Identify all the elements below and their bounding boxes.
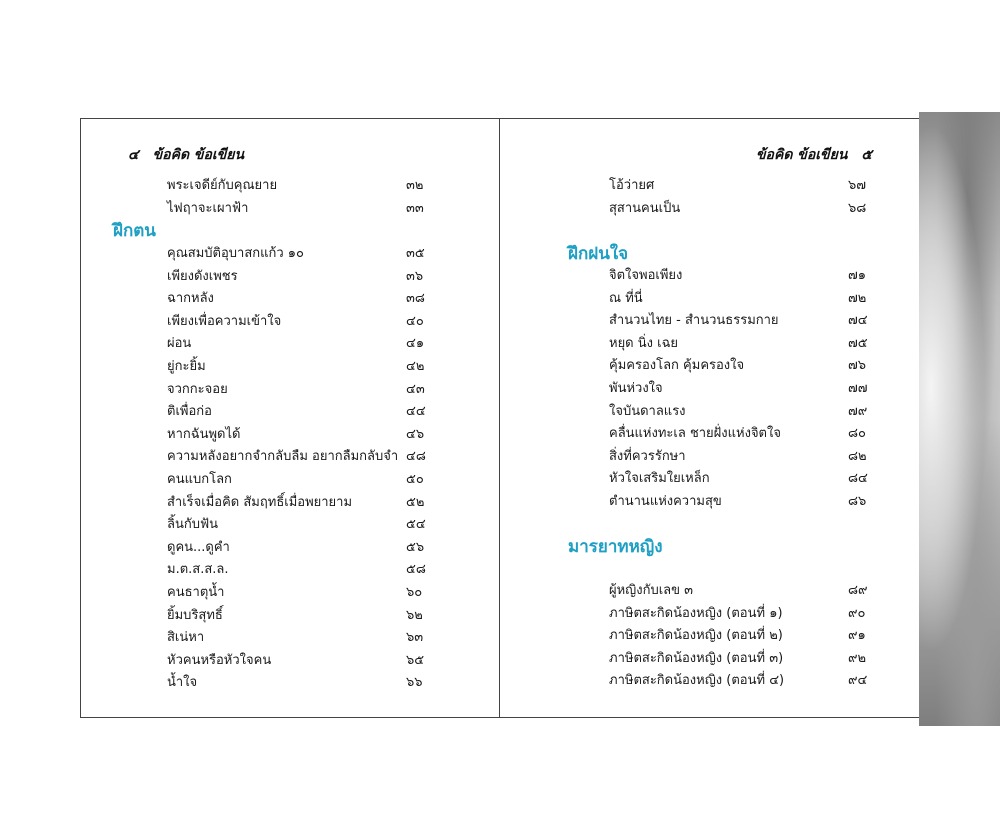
toc-entry-page: ๓๒ bbox=[406, 178, 424, 193]
toc-entry-title: คนแบกโลก bbox=[167, 472, 232, 487]
toc-entry-title: ติเพื่อก่อ bbox=[167, 404, 212, 420]
toc-entry-title: ยิ้มบริสุทธิ์ bbox=[167, 607, 223, 623]
toc-entry-page: ๖๖ bbox=[406, 675, 423, 691]
toc-entry-title: สำนวนไทย - สำนวนธรรมกาย bbox=[609, 313, 779, 329]
toc-entry-title: หัวใจเสริมใยเหล็ก bbox=[609, 471, 710, 487]
toc-entry[interactable] bbox=[609, 199, 888, 219]
toc-entry-page: ๖๒ bbox=[406, 607, 423, 623]
toc-entry[interactable] bbox=[167, 515, 446, 535]
toc-entry-page: ๖๘ bbox=[848, 200, 867, 216]
toc-entry-page: ๓๘ bbox=[406, 291, 425, 307]
toc-entry-page: ๖๗ bbox=[848, 178, 867, 193]
toc-entry[interactable] bbox=[609, 671, 888, 691]
toc-entry-title: ดูคน...ดูคำ bbox=[167, 539, 230, 555]
toc-entry-title: ตำนานแห่งความสุข bbox=[609, 494, 722, 509]
left-page-number: ๔ bbox=[128, 147, 139, 163]
toc-entry[interactable] bbox=[167, 267, 446, 287]
toc-entry-title: สำเร็จเมื่อคิด สัมฤทธิ์เมื่อพยายาม bbox=[167, 494, 353, 510]
toc-entry[interactable] bbox=[609, 289, 888, 309]
toc-entry-page: ๗๗ bbox=[848, 381, 868, 396]
toc-entry-title: น้ำใจ bbox=[167, 675, 198, 691]
toc-entry-title: พระเจดีย์กับคุณยาย bbox=[167, 178, 278, 193]
toc-entry-title: โอ้ว่ายศ bbox=[609, 178, 655, 193]
toc-entry[interactable] bbox=[167, 380, 446, 400]
right-page-number: ๕ bbox=[861, 147, 872, 163]
toc-entry[interactable] bbox=[609, 176, 888, 196]
toc-entry[interactable] bbox=[167, 628, 446, 648]
toc-entry-title: หยุด นิ่ง เฉย bbox=[609, 335, 679, 351]
toc-entry-page: ๖๕ bbox=[406, 652, 425, 668]
toc-entry[interactable] bbox=[167, 447, 446, 467]
toc-entry-title: ไฟฤาจะเผาฟ้า bbox=[167, 200, 249, 216]
toc-entry[interactable] bbox=[609, 581, 888, 601]
toc-entry-page: ๕๒ bbox=[406, 494, 425, 510]
toc-entry-title: หัวคนหรือหัวใจคน bbox=[167, 652, 272, 668]
toc-entry-page: ๙๒ bbox=[848, 650, 867, 666]
toc-entry-title: จิตใจพอเพียง bbox=[609, 268, 683, 283]
toc-entry-page: ๗๒ bbox=[848, 290, 867, 306]
toc-entry-title: ภาษิตสะกิดน้องหญิง (ตอนที่ ๑) bbox=[609, 605, 783, 621]
page-fold bbox=[499, 118, 500, 718]
toc-entry[interactable] bbox=[167, 538, 446, 558]
toc-entry-title: ภาษิตสะกิดน้องหญิง (ตอนที่ ๒) bbox=[609, 628, 783, 644]
toc-entry-page: ๖๓ bbox=[406, 630, 424, 646]
toc-entry-page: ๘๐ bbox=[848, 426, 866, 442]
toc-entry-title: ผู้หญิงกับเลข ๓ bbox=[609, 583, 694, 598]
toc-entry[interactable] bbox=[167, 357, 446, 377]
toc-entry-title: ใจบันดาลแรง bbox=[609, 403, 686, 419]
toc-entry-title: ม.ต.ส.ส.ล. bbox=[167, 562, 229, 578]
toc-entry[interactable] bbox=[609, 469, 888, 489]
toc-entry-page: ๘๒ bbox=[848, 448, 867, 464]
toc-entry-title: ลิ้นกับฟัน bbox=[167, 517, 219, 533]
toc-entry[interactable] bbox=[167, 334, 446, 354]
toc-entry-page: ๗๕ bbox=[848, 335, 868, 351]
toc-entry[interactable] bbox=[167, 176, 446, 196]
toc-entry-title: ยู่กะยิ้ม bbox=[167, 359, 206, 374]
toc-entry-page: ๔๒ bbox=[406, 359, 425, 374]
toc-entry-title: ภาษิตสะกิดน้องหญิง (ตอนที่ ๓) bbox=[609, 650, 784, 666]
toc-entry[interactable] bbox=[167, 289, 446, 309]
toc-entry-title: คลื่นแห่งทะเล ชายฝั่งแห่งจิตใจ bbox=[609, 426, 781, 442]
toc-entry-page: ๙๑ bbox=[848, 628, 866, 644]
toc-entry-page: ๔๐ bbox=[406, 313, 424, 329]
toc-entry-title: คุณสมบัติอุบาสกแก้ว ๑๐ bbox=[167, 246, 304, 261]
toc-entry-title: ผ่อน bbox=[167, 336, 192, 352]
toc-entry[interactable] bbox=[167, 583, 446, 603]
toc-entry-title: ภาษิตสะกิดน้องหญิง (ตอนที่ ๔) bbox=[609, 673, 785, 689]
toc-entry[interactable] bbox=[609, 266, 888, 286]
toc-entry-page: ๖๐ bbox=[406, 585, 423, 600]
toc-entry[interactable] bbox=[609, 334, 888, 354]
toc-entry-title: เพียงเพื่อความเข้าใจ bbox=[167, 313, 282, 329]
toc-entry[interactable] bbox=[609, 402, 888, 422]
toc-entry-page: ๘๙ bbox=[848, 583, 868, 598]
toc-entry-page: ๗๖ bbox=[848, 358, 867, 374]
toc-entry[interactable] bbox=[167, 402, 446, 422]
toc-entry[interactable] bbox=[167, 560, 446, 580]
section-title-marayat-ying: มารยาทหญิง bbox=[568, 537, 663, 557]
toc-entry-page: ๔๓ bbox=[406, 381, 425, 397]
toc-entry[interactable] bbox=[609, 356, 888, 376]
right-running-header bbox=[756, 144, 872, 166]
toc-entry-title: สิ่งที่ควรรักษา bbox=[609, 448, 686, 464]
toc-entry[interactable] bbox=[609, 492, 888, 512]
toc-entry-page: ๓๕ bbox=[406, 246, 425, 261]
left-header-title: ข้อคิด ข้อเขียน bbox=[152, 147, 245, 163]
toc-entry[interactable] bbox=[167, 651, 446, 671]
toc-entry[interactable] bbox=[167, 470, 446, 490]
toc-entry[interactable] bbox=[167, 312, 446, 332]
toc-entry[interactable] bbox=[609, 311, 888, 331]
right-header-title: ข้อคิด ข้อเขียน bbox=[755, 147, 848, 163]
toc-entry[interactable] bbox=[609, 447, 888, 467]
toc-entry-title: ฉากหลัง bbox=[167, 291, 214, 307]
toc-entry-page: ๗๙ bbox=[848, 403, 868, 419]
toc-entry-page: ๔๑ bbox=[406, 336, 425, 352]
toc-entry-page: ๕๐ bbox=[406, 472, 424, 487]
toc-entry-page: ๓๖ bbox=[406, 268, 424, 284]
toc-entry-page: ๔๖ bbox=[406, 426, 425, 442]
toc-entry-page: ๙๐ bbox=[848, 605, 866, 621]
toc-entry-page: ๓๓ bbox=[406, 200, 424, 216]
section-title-fuek-fon-jai: ฝึกฝนใจ bbox=[568, 244, 629, 264]
toc-entry-page: ๕๘ bbox=[406, 562, 426, 578]
toc-entry-title: หากฉันพูดได้ bbox=[167, 426, 241, 442]
toc-entry[interactable] bbox=[609, 626, 888, 646]
toc-entry[interactable] bbox=[167, 425, 446, 445]
toc-entry[interactable] bbox=[609, 424, 888, 444]
toc-entry-title: เพียงดังเพชร bbox=[167, 268, 238, 284]
toc-entry-page: ๙๔ bbox=[848, 673, 868, 689]
toc-entry-page: ๔๔ bbox=[406, 404, 426, 420]
toc-entry[interactable] bbox=[609, 649, 888, 669]
toc-entry-page: ๘๔ bbox=[848, 471, 868, 487]
cover-sky-photo bbox=[919, 112, 1000, 726]
toc-entry-title: ความหลังอยากจำกลับลืม อยากลืมกลับจำ bbox=[167, 449, 399, 465]
toc-entry-title: คนธาตุน้ำ bbox=[167, 585, 225, 600]
toc-entry[interactable] bbox=[167, 606, 446, 626]
toc-entry-title: สุสานคนเป็น bbox=[609, 200, 681, 216]
section-title-fuek-ton: ฝึกตน bbox=[113, 221, 156, 241]
toc-entry[interactable] bbox=[609, 604, 888, 624]
toc-entry-title: จวกกะจอย bbox=[167, 381, 228, 397]
toc-entry-page: ๕๔ bbox=[406, 517, 426, 533]
toc-entry[interactable] bbox=[167, 493, 446, 513]
toc-entry-title: พันห่วงใจ bbox=[609, 381, 663, 396]
toc-entry-page: ๔๘ bbox=[406, 449, 426, 465]
toc-entry-title: ณ ที่นี่ bbox=[609, 290, 643, 306]
left-running-header bbox=[128, 144, 244, 166]
toc-entry-title: คุ้มครองโลก คุ้มครองใจ bbox=[609, 358, 745, 374]
toc-entry-page: ๕๖ bbox=[406, 539, 425, 555]
toc-entry-page: ๘๖ bbox=[848, 494, 867, 509]
toc-entry-page: ๗๑ bbox=[848, 268, 867, 283]
toc-entry[interactable] bbox=[167, 673, 446, 693]
toc-entry-title: สิเน่หา bbox=[167, 630, 205, 646]
toc-entry[interactable] bbox=[167, 244, 446, 264]
toc-entry[interactable] bbox=[167, 199, 446, 219]
toc-entry[interactable] bbox=[609, 379, 888, 399]
toc-entry-page: ๗๔ bbox=[848, 313, 868, 329]
